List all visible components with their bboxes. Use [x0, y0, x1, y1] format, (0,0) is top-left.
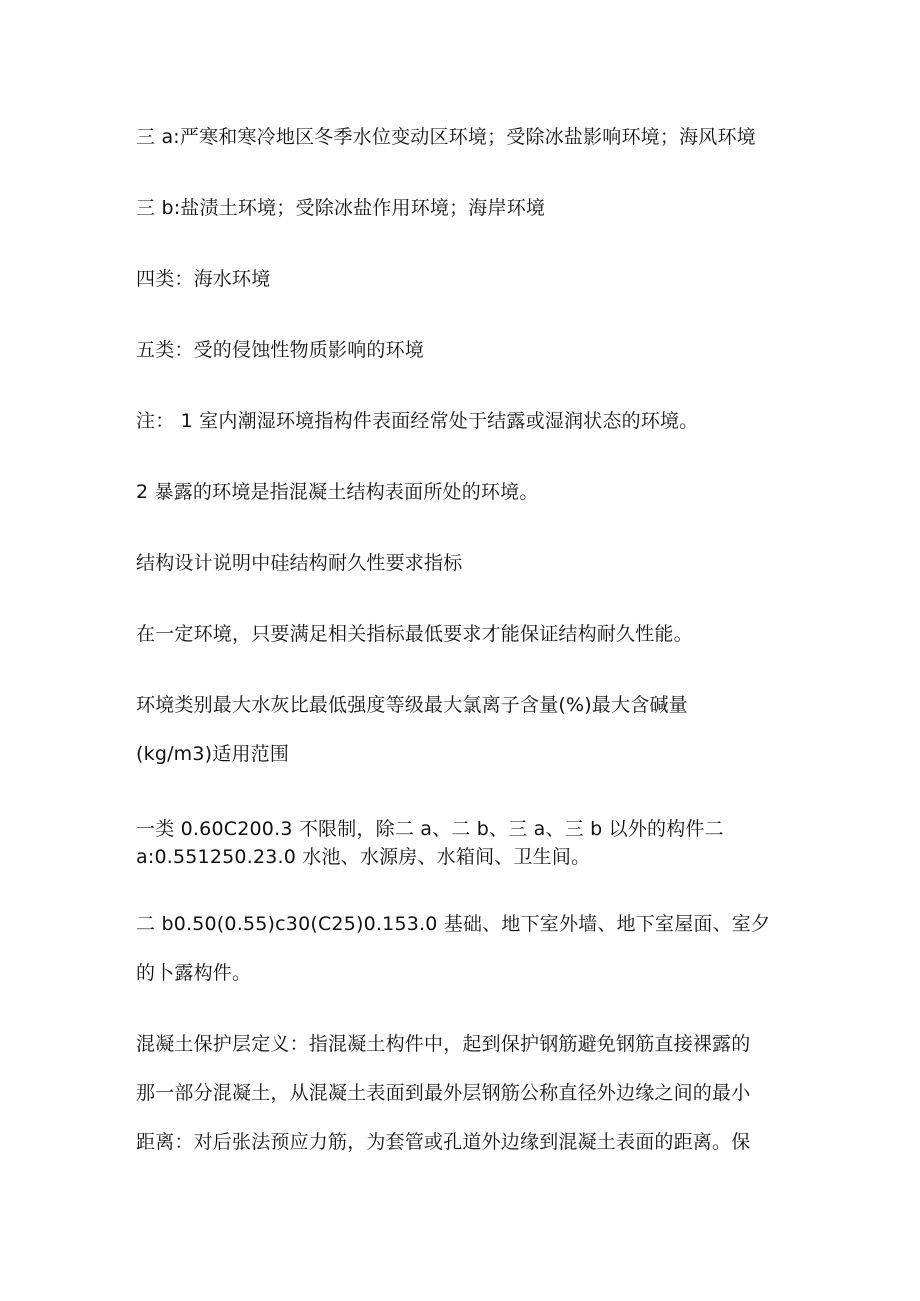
paragraph-cover-line-3: 距离：对后张法预应力筋，为套管或孔道外边缘到混凝土表面的距离。保	[136, 1131, 751, 1153]
text-line-intro: 在一定环境，只要满足相关指标最低要求才能保证结构耐久性能。	[136, 623, 693, 645]
text-line-note-2: 2 暴露的环境是指混凝土结构表面所处的环境。	[136, 481, 539, 503]
table-row-class-1: 一类 0.60C200.3 不限制，除二 a、二 b、三 a、三 b 以外的构件二	[136, 818, 724, 840]
text-line-env-3a: 三 a:严寒和寒冷地区冬季水位变动区环境；受除冰盐影响环境；海风环境	[136, 126, 756, 148]
paragraph-cover-line-2: 那一部分混凝土，从混凝土表面到最外层钢筋公称直径外边缘之间的最小	[136, 1082, 751, 1104]
section-heading: 结构设计说明中硅结构耐久性要求指标	[136, 552, 463, 574]
text-line-env-4: 四类：海水环境	[136, 268, 271, 290]
paragraph-cover-line-1: 混凝土保护层定义：指混凝土构件中，起到保护钢筋避免钢筋直接裸露的	[136, 1033, 751, 1055]
table-row-class-2b: 二 b0.50(0.55)c30(C25)0.153.0 基础、地下室外墙、地下室屋面、室夕	[136, 913, 771, 935]
text-line-env-3b: 三 b:盐渍土环境；受除冰盐作用环境；海岸环境	[136, 197, 546, 219]
table-header-line-1: 环境类别最大水灰比最低强度等级最大氯离子含量(%)最大含碱量	[136, 694, 688, 716]
table-header-line-2: (kg∕m3)适用范围	[136, 743, 290, 765]
text-line-env-5: 五类：受的侵蚀性物质影响的环境	[136, 339, 425, 361]
text-line-note-1: 注： 1 室内潮湿环境指构件表面经常处于结露或湿润状态的环境。	[136, 410, 699, 432]
table-row-class-2b-cont: 的卜露构件。	[136, 962, 252, 984]
table-row-class-2a: a:0.551250.23.0 水池、水源房、水箱间、卫生间。	[136, 846, 591, 868]
